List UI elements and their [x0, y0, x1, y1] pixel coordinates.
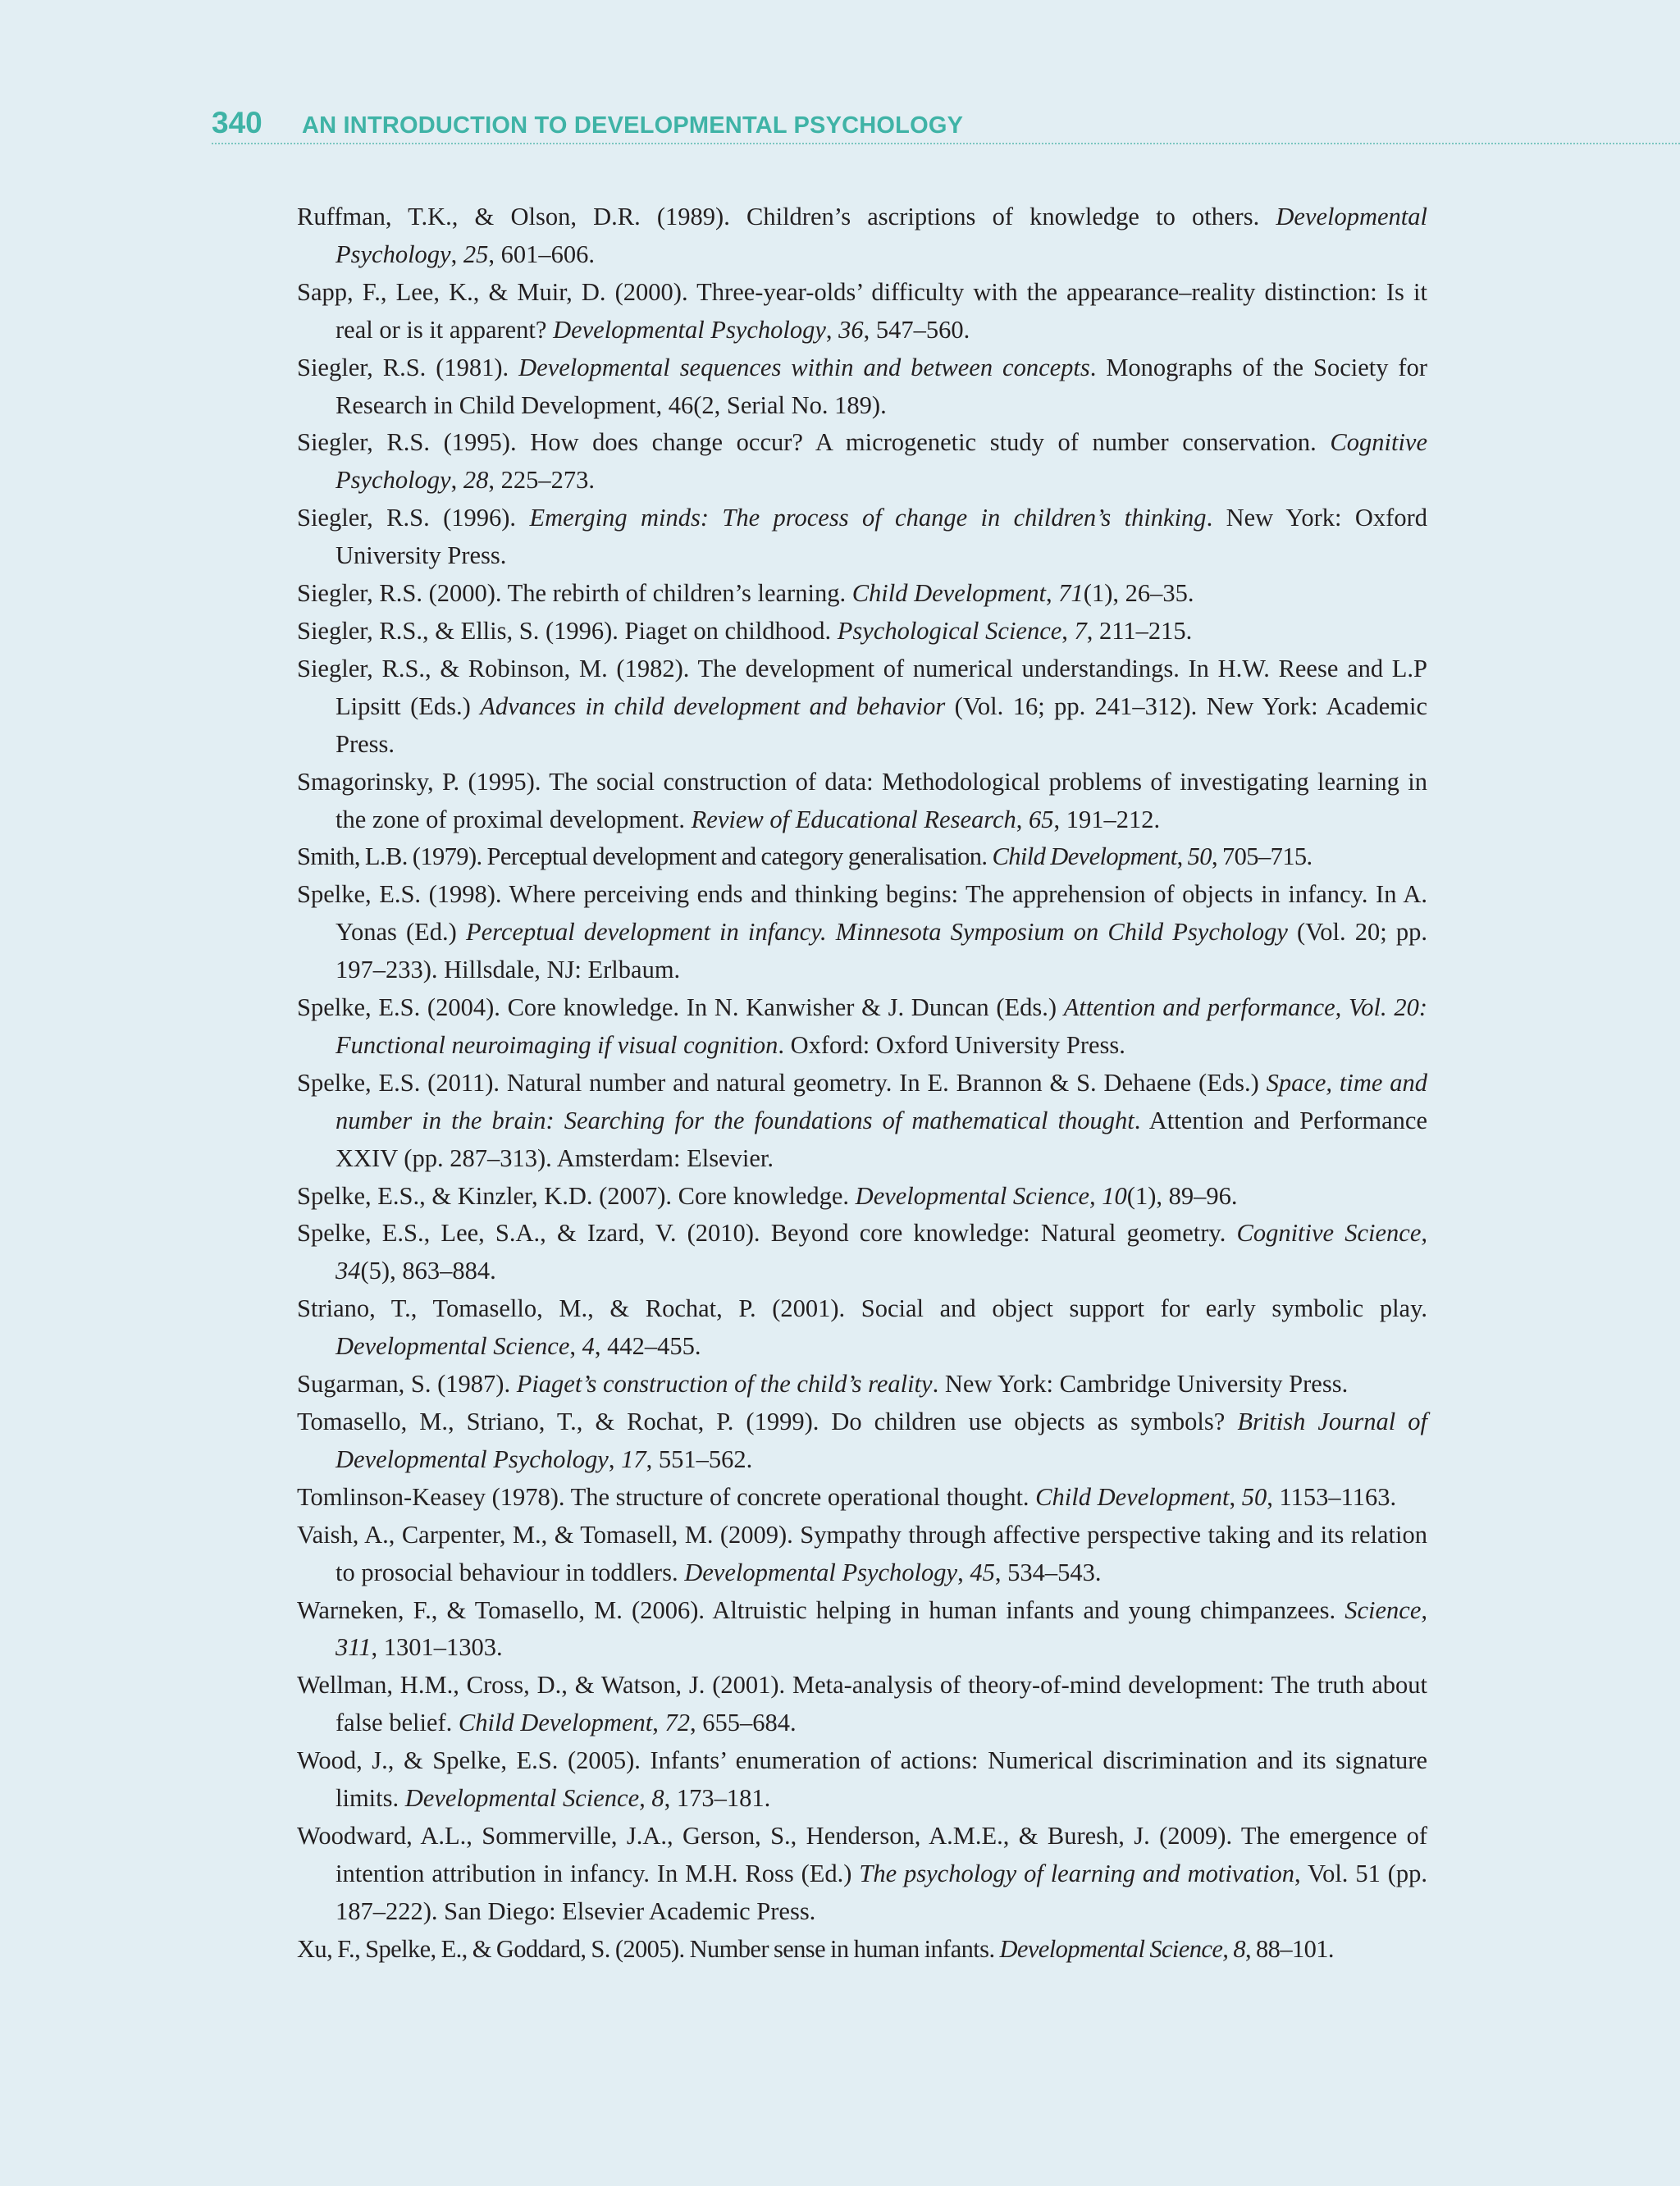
reference-text-segment: Ruffman, T.K., & Olson, D.R. (1989). Children’s ascriptions of knowledge to others. — [297, 203, 1276, 230]
reference-text-segment: , 547–560. — [863, 315, 970, 344]
reference-text-segment: Vaish, A., Carpenter, M., & Tomasell, M. (2009). Sympathy through affective perspective taking and its relation to prosocial behaviour in toddlers. — [297, 1520, 1427, 1586]
reference-entry — [297, 1517, 1427, 1592]
reference-italic-segment: 71 — [1058, 579, 1084, 608]
reference-text-segment: , — [1046, 579, 1059, 608]
reference-italic-segment: 25 — [463, 240, 489, 268]
reference-text-segment: Spelke, E.S. (2004). Core knowledge. In N. Kanwisher & J. Duncan (Eds.) — [297, 993, 1064, 1022]
reference-text-segment: , — [1176, 842, 1188, 871]
reference-text-segment: , 534–543. — [994, 1558, 1102, 1586]
reference-italic-segment: Developmental Psychology — [553, 315, 826, 344]
reference-entry — [297, 274, 1427, 349]
reference-text-segment: . New York: Cambridge University Press. — [932, 1370, 1349, 1399]
reference-entry — [297, 1667, 1427, 1742]
reference-text-segment: , 705–715. — [1211, 842, 1312, 871]
reference-text-segment: Tomlinson-Keasey (1978). The structure of concrete operational thought. — [297, 1482, 1036, 1511]
reference-italic-segment: 17 — [621, 1444, 646, 1473]
reference-italic-segment: Cognitive Psychology — [336, 428, 1427, 495]
reference-italic-segment: 36 — [838, 315, 864, 344]
reference-entry — [297, 575, 1427, 613]
reference-italic-segment: Developmental Science, 10 — [855, 1181, 1127, 1210]
reference-entry — [297, 1742, 1427, 1818]
reference-text-segment: , — [825, 315, 839, 344]
reference-italic-segment: Child Development — [992, 842, 1177, 871]
reference-text-segment: , — [1061, 616, 1075, 645]
running-header — [212, 105, 1680, 144]
reference-text-segment: , 225–273. — [488, 466, 595, 495]
reference-text-segment: Wood, J., & Spelke, E.S. (2005). Infants’ enumeration of actions: Numerical discrimination and its signature limits. — [297, 1746, 1427, 1813]
reference-text-segment: Striano, T., Tomasello, M., & Rochat, P. (2001). Social and object support for early symbolic play. — [297, 1294, 1427, 1323]
reference-entry — [297, 349, 1427, 425]
running-title: AN INTRODUCTION TO DEVELOPMENTAL PSYCHOLOGY — [302, 112, 964, 139]
reference-list — [297, 199, 1427, 1969]
reference-italic-segment: 72 — [664, 1709, 690, 1737]
reference-text-segment: , 191–212. — [1053, 805, 1161, 833]
reference-italic-segment: British Journal of Developmental Psychology — [336, 1408, 1427, 1473]
reference-text-segment: , 211–215. — [1086, 616, 1193, 645]
reference-text-segment: Smagorinsky, P. (1995). The social construction of data: Methodological problems of investigating learning in the zone of proximal development. — [297, 767, 1427, 833]
reference-text-segment: . New York: Oxford University Press. — [336, 504, 1427, 570]
reference-italic-segment: Space, time and number in the brain: Searching for the foundations of mathematical thought — [336, 1068, 1427, 1134]
reference-text-segment: , — [450, 466, 463, 495]
reference-text-segment: , 1153–1163. — [1267, 1482, 1397, 1511]
reference-text-segment: (5), 863–884. — [360, 1257, 496, 1285]
reference-text-segment: , — [450, 240, 463, 268]
reference-text-segment: (Vol. 20; pp. 197–233). Hillsdale, NJ: Erlbaum. — [336, 918, 1428, 984]
reference-text-segment: Tomasello, M., Striano, T., & Rochat, P. (1999). Do children use objects as symbols? — [297, 1408, 1238, 1435]
reference-text-segment: Sugarman, S. (1987). — [297, 1370, 517, 1399]
reference-entry — [297, 1215, 1427, 1290]
reference-text-segment: Sapp, F., Lee, K., & Muir, D. (2000). Three-year-olds’ difficulty with the appearance–reality distinction: Is it real or is it apparent? — [297, 277, 1427, 344]
reference-entry — [297, 613, 1427, 650]
reference-text-segment: Spelke, E.S., Lee, S.A., & Izard, V. (2010). Beyond core knowledge: Natural geometry. — [297, 1219, 1237, 1248]
reference-text-segment: , — [652, 1709, 665, 1737]
reference-italic-segment: 4 — [582, 1332, 595, 1361]
reference-italic-segment: Perceptual development in infancy. Minnesota Symposium on Child Psychology — [465, 918, 1288, 947]
reference-text-segment: , 1301–1303. — [371, 1633, 503, 1662]
reference-text-segment: , 655–684. — [689, 1709, 797, 1737]
reference-text-segment: Siegler, R.S. (1981). — [297, 353, 519, 381]
reference-text-segment: Spelke, E.S. (2011). Natural number and natural geometry. In E. Brannon & S. Dehaene (Eds.) — [297, 1068, 1267, 1097]
reference-text-segment: , 601–606. — [488, 240, 595, 268]
reference-entry — [297, 838, 1427, 876]
reference-entry — [297, 1592, 1427, 1668]
reference-entry — [297, 1290, 1427, 1366]
reference-entry — [297, 424, 1427, 500]
page-number: 340 — [212, 106, 262, 139]
reference-text-segment: Siegler, R.S., & Robinson, M. (1982). The development of numerical understandings. In H.W. Reese and L.P Lipsitt (Eds.) — [297, 654, 1427, 720]
reference-text-segment: Siegler, R.S. (1995). How does change occur? A microgenetic study of number conservation. — [297, 428, 1331, 457]
reference-italic-segment: Piaget’s construction of the child’s reality — [516, 1370, 933, 1399]
reference-italic-segment: Developmental Science, 8 — [999, 1934, 1245, 1963]
reference-italic-segment: 45 — [970, 1558, 995, 1586]
reference-text-segment: (1), 89–96. — [1126, 1181, 1238, 1210]
reference-italic-segment: Child Development — [851, 579, 1047, 608]
reference-entry — [297, 764, 1427, 839]
reference-italic-segment: Review of Educational Research — [691, 805, 1016, 833]
reference-entry — [297, 989, 1427, 1065]
reference-text-segment: (Vol. 16; pp. 241–312). New York: Academic Press. — [336, 691, 1427, 758]
reference-text-segment: Smith, L.B. (1979). Perceptual development and category generalisation. — [297, 842, 993, 871]
reference-text-segment: , — [608, 1444, 622, 1473]
reference-entry — [297, 1931, 1427, 1969]
reference-italic-segment: Developmental sequences within and between concepts — [518, 353, 1090, 381]
reference-text-segment: Warneken, F., & Tomasello, M. (2006). Altruistic helping in human infants and young chimpanzees. — [297, 1595, 1345, 1624]
reference-italic-segment: Developmental Science — [336, 1332, 570, 1361]
reference-entry — [297, 1366, 1427, 1403]
reference-text-segment: . Oxford: Oxford University Press. — [778, 1030, 1125, 1059]
reference-text-segment: , Vol. 51 (pp. 187–222). San Diego: Elsevier Academic Press. — [336, 1859, 1427, 1925]
reference-text-segment: Siegler, R.S., & Ellis, S. (1996). Piaget on childhood. — [297, 616, 838, 645]
reference-italic-segment: Attention and performance, Vol. 20: Functional neuroimaging if visual cognition — [336, 993, 1427, 1059]
reference-entry — [297, 650, 1427, 764]
reference-italic-segment: Child Development — [458, 1709, 653, 1737]
reference-text-segment: , — [1229, 1482, 1242, 1511]
reference-text-segment: Woodward, A.L., Sommerville, J.A., Gerson, S., Henderson, A.M.E., & Buresh, J. (2009). The emergence of intention attribution in infancy. In M.H. Ross (Ed.) — [297, 1821, 1427, 1887]
reference-italic-segment: Cognitive Science, 34 — [336, 1219, 1427, 1285]
reference-text-segment: (1), 26–35. — [1083, 579, 1194, 608]
reference-text-segment: Siegler, R.S. (1996). — [297, 504, 530, 532]
reference-text-segment: . Monographs of the Society for Research in Child Development, 46(2, Serial No. 189). — [336, 353, 1427, 419]
reference-italic-segment: Psychological Science — [837, 616, 1062, 645]
reference-text-segment: , — [569, 1332, 582, 1361]
reference-text-segment: , — [1016, 805, 1029, 833]
reference-italic-segment: Developmental Psychology — [684, 1558, 958, 1586]
reference-text-segment: , 442–455. — [594, 1332, 701, 1361]
reference-italic-segment: Developmental Psychology — [336, 203, 1427, 268]
reference-italic-segment: 50 — [1241, 1482, 1267, 1511]
reference-entry — [297, 199, 1427, 274]
reference-italic-segment: 7 — [1074, 616, 1087, 645]
reference-entry — [297, 500, 1427, 575]
reference-italic-segment: 65 — [1029, 805, 1054, 833]
reference-text-segment: , 173–181. — [664, 1784, 771, 1813]
reference-text-segment: , 88–101. — [1244, 1934, 1334, 1963]
reference-entry — [297, 1065, 1427, 1178]
reference-italic-segment: Advances in child development and behavior — [480, 691, 946, 720]
reference-italic-segment: Child Development — [1035, 1482, 1230, 1511]
reference-italic-segment: Developmental Science, 8 — [404, 1784, 664, 1813]
reference-text-segment: Wellman, H.M., Cross, D., & Watson, J. (2001). Meta-analysis of theory-of-mind development: The truth about false belief. — [297, 1671, 1427, 1737]
reference-text-segment: , — [957, 1558, 970, 1586]
reference-entry — [297, 1403, 1427, 1479]
reference-entry — [297, 876, 1427, 989]
reference-text-segment: , 551–562. — [646, 1444, 753, 1473]
reference-italic-segment: Science, 311 — [336, 1595, 1427, 1662]
reference-italic-segment: The psychology of learning and motivation — [859, 1859, 1295, 1887]
reference-italic-segment: 50 — [1187, 842, 1212, 871]
reference-italic-segment: 28 — [463, 466, 489, 495]
reference-entry — [297, 1479, 1427, 1517]
reference-text-segment: Spelke, E.S. (1998). Where perceiving ends and thinking begins: The apprehension of objects in infancy. In A. Yonas (Ed.) — [297, 880, 1427, 947]
reference-entry — [297, 1178, 1427, 1216]
reference-text-segment: Xu, F., Spelke, E., & Goddard, S. (2005). Number sense in human infants. — [297, 1934, 1000, 1963]
reference-text-segment: . Attention and Performance XXIV (pp. 287–313). Amsterdam: Elsevier. — [336, 1106, 1428, 1172]
reference-text-segment: Spelke, E.S., & Kinzler, K.D. (2007). Core knowledge. — [297, 1181, 856, 1210]
reference-text-segment: Siegler, R.S. (2000). The rebirth of children’s learning. — [297, 579, 852, 608]
reference-entry — [297, 1818, 1427, 1931]
reference-italic-segment: Emerging minds: The process of change in children’s thinking — [529, 504, 1207, 532]
